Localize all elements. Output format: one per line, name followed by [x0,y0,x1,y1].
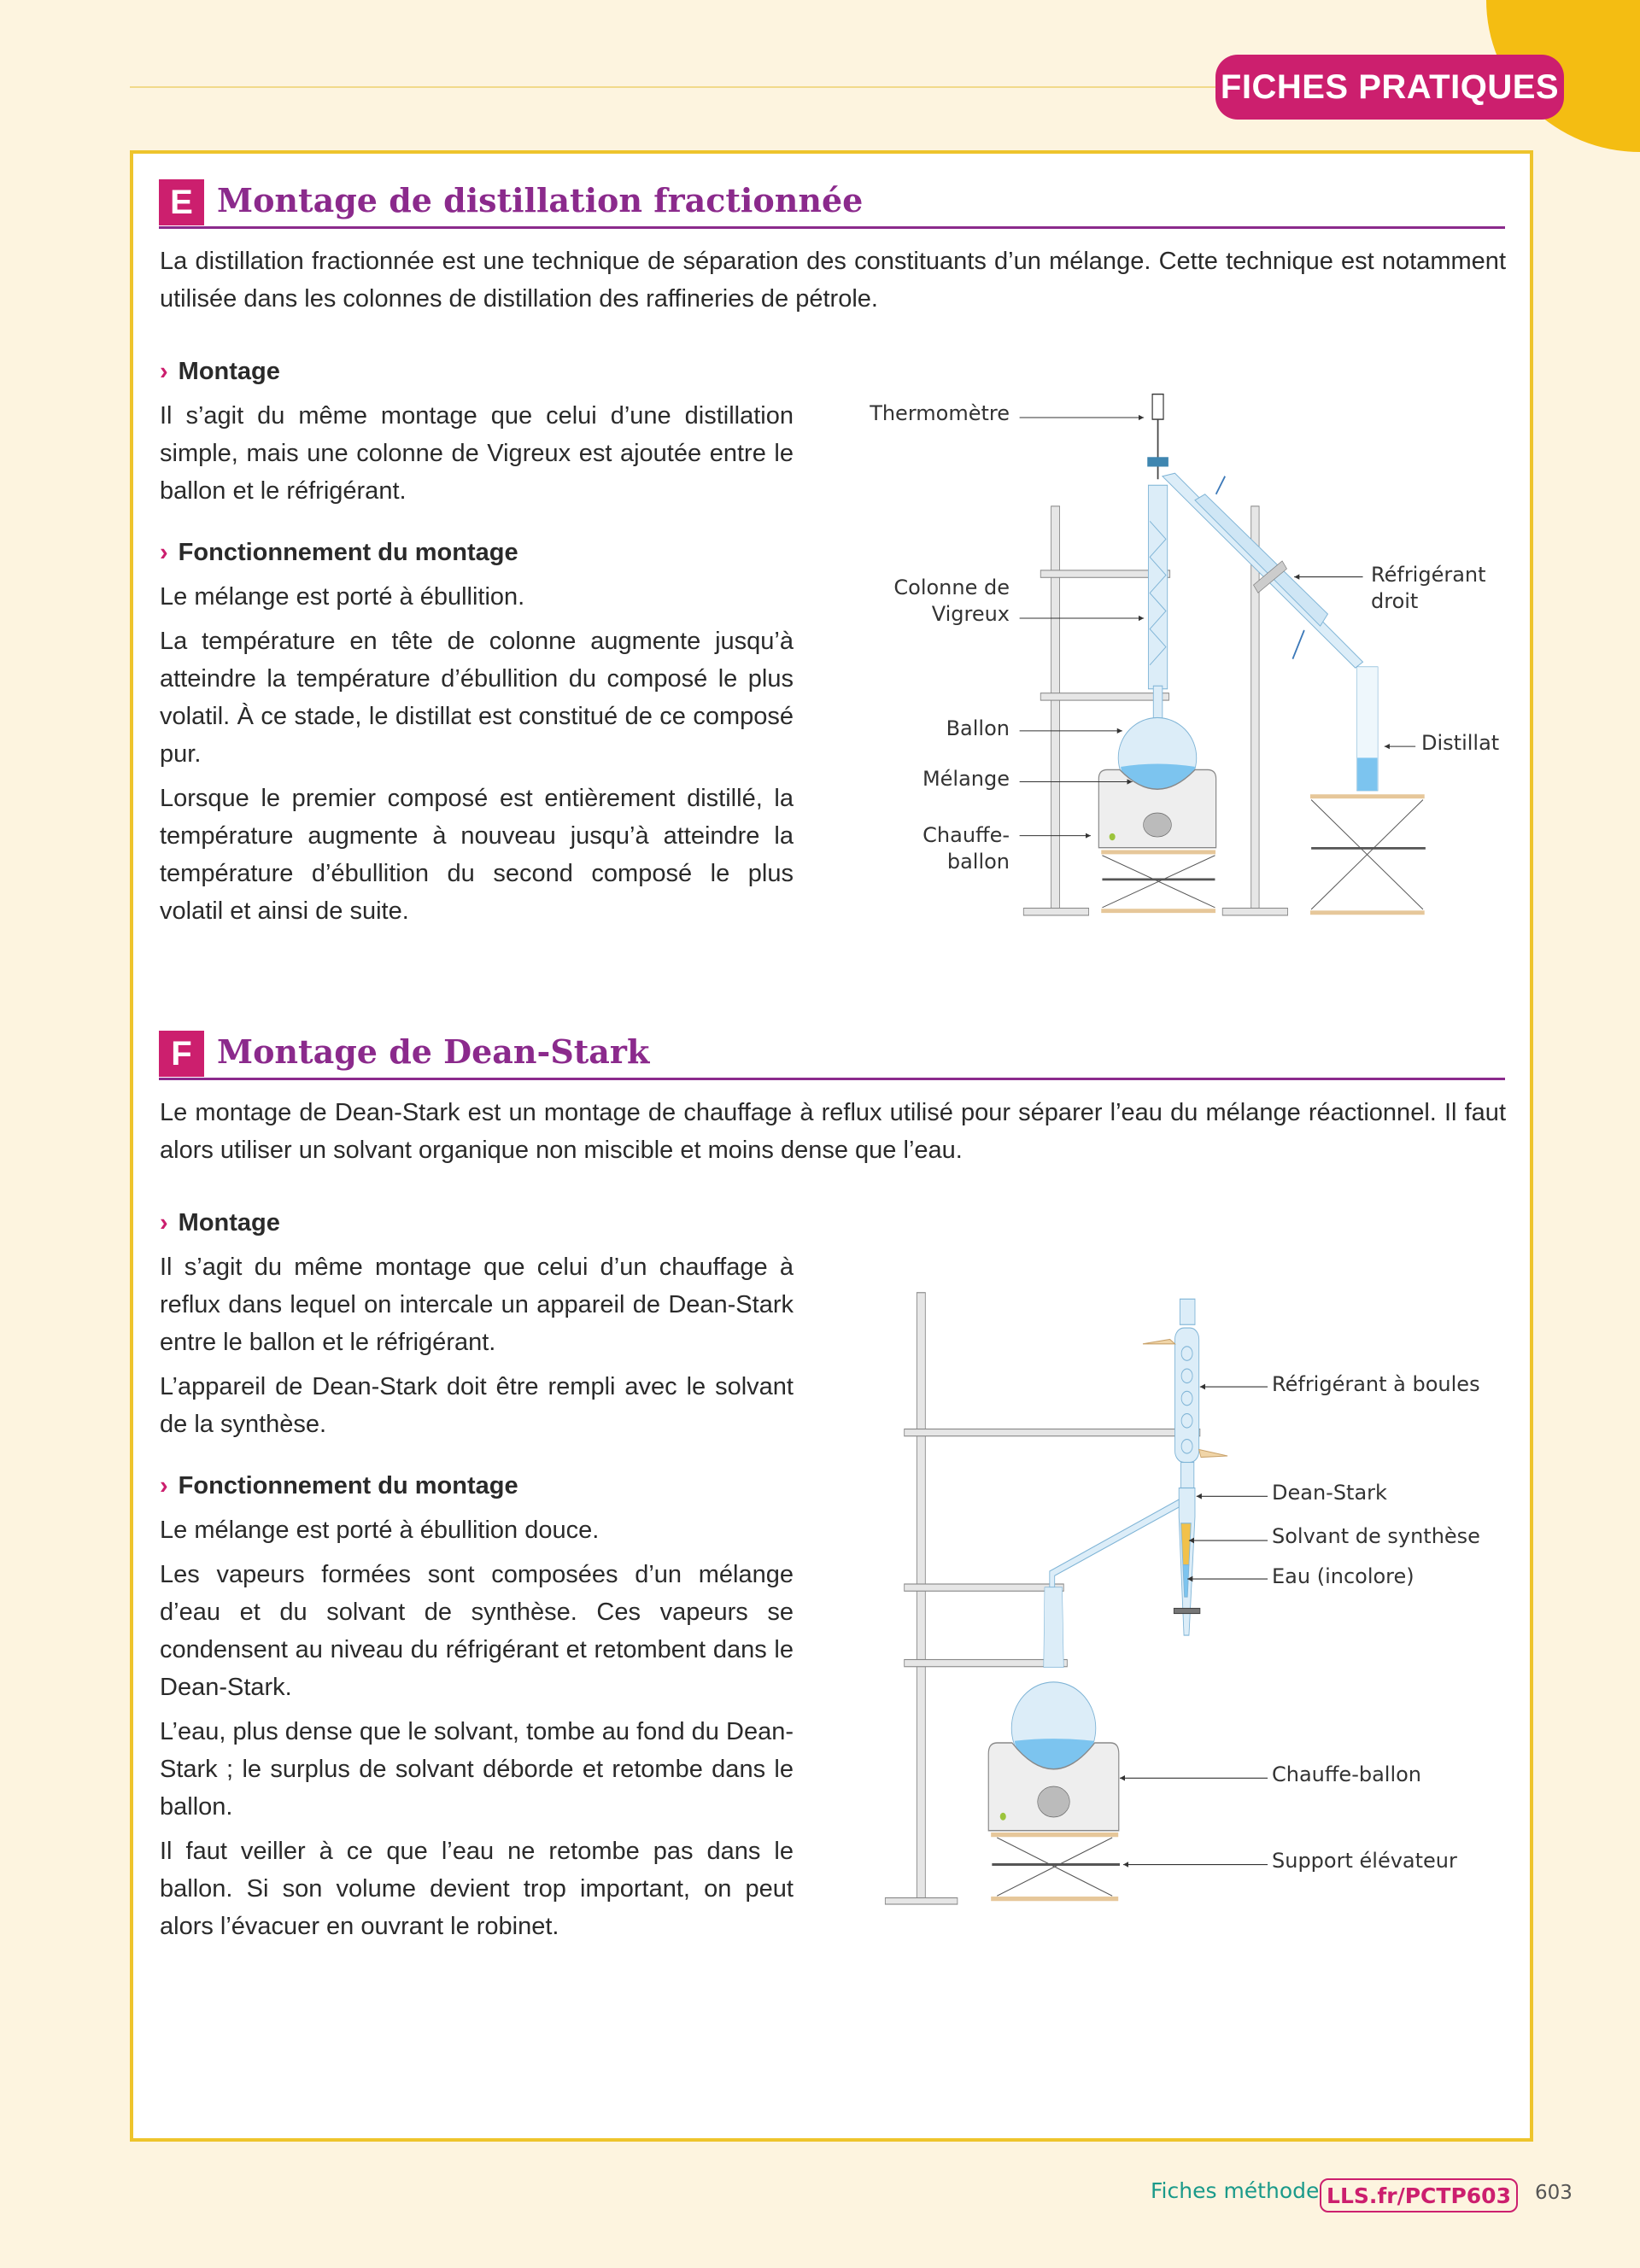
label-support: Support élévateur [1272,1849,1457,1873]
label-eau: Eau (incolore) [1272,1564,1414,1588]
chevron-right-icon: › [160,1472,168,1499]
clamp [1040,693,1168,700]
chevron-right-icon: › [160,358,168,385]
distillation-diagram [854,0,1640,939]
paragraph: Le mélange est porté à ébullition. [160,583,525,611]
footer-link[interactable]: LLS.fr/PCTP603 [1320,2178,1518,2212]
footer-fiches-methode: Fiches méthode [1151,2178,1320,2203]
subheading-fonctionnement-e [160,535,794,570]
graduated-cylinder [1356,667,1378,791]
paragraph: Les vapeurs formées sont composées d’un mélange d’eau et du solvant de synthèse. Ces vapeurs se condensent au niveau du réfrigérant et retombent dans le Dean-Stark. [160,1561,794,1701]
subheading-label: Montage [178,1209,280,1236]
subheading-montage-f [160,1206,794,1240]
subheading-label: Fonctionnement du montage [178,539,518,566]
clamp [905,1429,1200,1436]
stand-rod [1051,506,1060,911]
dean-stark-trap [1050,1488,1200,1636]
paragraph: L’appareil de Dean-Stark doit être rempli avec le solvant de la synthèse. [160,1373,794,1438]
label-chauffe-ballon: Chauffe-ballon [1272,1762,1422,1786]
label-colonne: Colonne de [893,576,1010,599]
subheading-label: Fonctionnement du montage [178,1472,518,1499]
intro-text-f: Le montage de Dean-Stark est un montage de chauffage à reflux utilisé pour séparer l’eau du mélange réactionnel. Il faut alors utiliser un solvant organique non miscible et moins dense que l’eau. [160,1099,1506,1164]
stand-base [1023,909,1088,915]
label-solvant: Solvant de synthèse [1272,1524,1480,1548]
label-melange: Mélange [922,767,1010,791]
subheading-montage-e [160,354,794,389]
paragraph: Lorsque le premier composé est entièrement distillé, la température augmente à nouveau jusqu’à atteindre la température d’ébullition du second composé le plus volatil et ainsi de suite. [160,785,794,925]
label-refrigerant-boules: Réfrigérant à boules [1272,1372,1480,1396]
paragraph: Il faut veiller à ce que l’eau ne retombe pas dans le ballon. Si son volume devient trop important, on peut alors l’évacuer en ouvrant le robinet. [160,1838,794,1940]
label-arrows [1020,418,1419,836]
label-refrigerant: droit [1371,589,1419,613]
stand-base [1222,909,1287,915]
thermometer [1147,395,1168,480]
section-underline [159,1078,1505,1080]
paragraph: Le mélange est porté à ébullition douce. [160,1517,600,1544]
condenser [1163,473,1363,668]
stand-rod [917,1293,925,1902]
paragraph: Il s’agit du même montage que celui d’une distillation simple, mais une colonne de Vigreux est ajoutée entre le ballon et le réfrigérant. [160,402,794,505]
paragraph: Il s’agit du même montage que celui d’un chauffage à reflux dans lequel on intercale un appareil de Dean-Stark entre le ballon et le réfrigérant. [160,1254,794,1356]
stand-base [885,1898,957,1905]
subheading-fonctionnement-f [160,1469,794,1503]
clamp [905,1660,1068,1667]
section-letter-f: F [159,1031,204,1077]
flask [1011,1587,1096,1774]
lab-jack [991,1833,1120,1901]
label-refrigerant: Réfrigérant [1371,563,1486,587]
section-title-e: Montage de distillation fractionnée [217,181,864,219]
label-chauffe-ballon: ballon [946,850,1010,874]
label-distillat: Distillat [1421,731,1500,755]
text-column-e [160,354,794,930]
paragraph: La température en tête de colonne augmente jusqu’à atteindre la température d’ébullition du composé le plus volatil. À ce stade, le distillat est constitué de ce composé pur. [160,628,794,768]
text-column-f [160,1206,794,1945]
section-letter-e: E [159,179,204,225]
label-dean-stark: Dean-Stark [1272,1481,1387,1505]
label-thermometre: Thermomètre [870,401,1010,425]
vigreux-column [1148,485,1167,728]
label-colonne: Vigreux [931,602,1010,626]
section-title-f: Montage de Dean-Stark [217,1032,650,1071]
intro-text-e: La distillation fractionnée est une technique de séparation des constituants d’un mélange. Cette technique est notamment utilisée dans les colonnes de distillation des raffineries de pétrole. [160,248,1506,313]
section-badge: FICHES PRATIQUES [1215,55,1564,120]
clamp [905,1584,1064,1591]
chevron-right-icon: › [160,539,168,566]
ball-condenser [1143,1299,1227,1488]
label-chauffe-ballon: Chauffe- [922,823,1010,847]
dean-stark-diagram [854,1264,1640,2268]
paragraph: L’eau, plus dense que le solvant, tombe au fond du Dean-Stark ; le surplus de solvant déborde et retombe dans le ballon. [160,1718,794,1821]
label-ballon: Ballon [946,716,1010,740]
subheading-label: Montage [178,358,280,385]
chevron-right-icon: › [160,1209,168,1236]
page-number: 603 [1535,2182,1573,2204]
